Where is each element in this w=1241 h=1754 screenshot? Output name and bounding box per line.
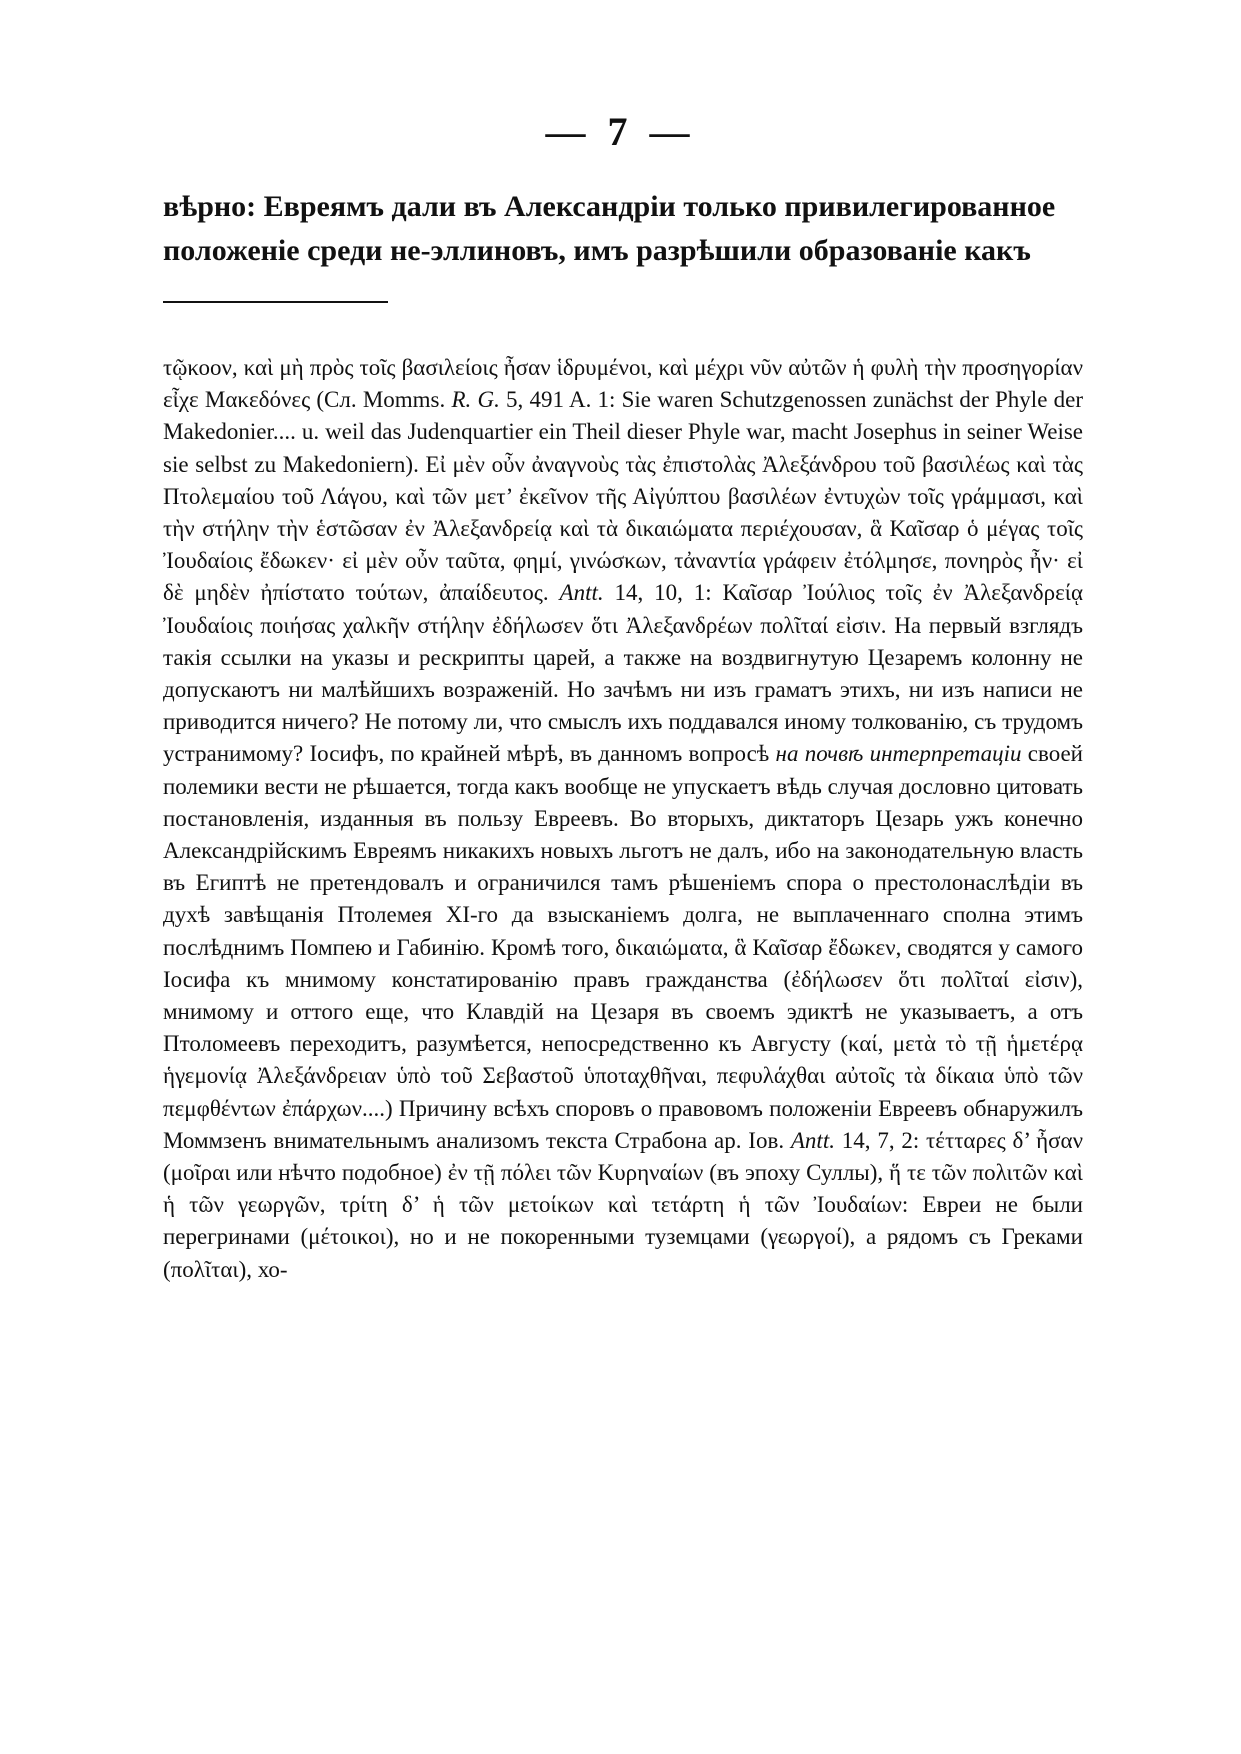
footnote-text: 14, 10, 1: Καῖσαρ Ἰούλιος τοῖς ἐν Ἀλεξανδρείᾳ Ἰουδαίοις ποιήσας χαλκῆν στήλην ἐδήλωσεν ὅτι Ἀλεξανδρέων πολῖταί εἰσιν. На первый взглядъ такія ссылки на указы и рескрипты царей, а также на воздвигнутую Цезаремъ колонну не допускаютъ ни малѣйшихъ возраженій. Но зачѣмъ ни изъ граматъ этихъ, ни изъ написи не приводится ничего? Не потому ли, что смыслъ ихъ поддавался иному толкованію, съ трудомъ устранимому? Іосифъ, по крайней мѣрѣ, въ данномъ вопросѣ: [163, 580, 1083, 767]
footnote-citation: Antt.: [790, 1127, 835, 1153]
footnote-text: τῷκοον, καὶ μὴ πρὸς τοῖς βασιλείοις ἦσαν ἱδρυμένοι, καὶ μέχρι νῦν αὐτῶν ἡ φυλὴ τὴν προσηγορίαν εἶχε Μακεδόνες (Сл. Momms.: [163, 355, 1083, 413]
main-text-line: вѣрно: Евреямъ дали въ Александріи только привилегированное: [163, 190, 1056, 223]
footnote-text: 5, 491 A. 1: Sie waren Schutzgenossen zunächst der Phyle der Makedonier.... u. weil das Judenquartier ein Theil dieser Phyle war, macht Josephus in seiner Weise sie selbst zu Makedoniern). Εἰ μὲν οὖν ἀναγνοὺς τὰς ἐπιστολὰς Ἀλεξάνδρου τοῦ βασιλέως καὶ τὰς Πτολεμαίου τοῦ Λάγου, καὶ τῶν μετ’ ἐκεῖνον τῆς Αἰγύπτου βασιλέων ἐντυχὼν τοῖς γράμμασι, καὶ τὴν στήλην τὴν ἑστῶσαν ἐν Ἀλεξανδρείᾳ καὶ τὰ δικαιώματα περιέχουσαν, ἃ Καῖσαρ ὁ μέγας τοῖς Ἰουδαίοις ἔδωκεν· εἰ μὲν οὖν ταῦτα, φημί, γινώσκων, τἀναντία γράφειν ἐτόλμησε, πονηρὸς ἦν· εἰ δὲ μηδὲν ἠπίστατο τούτων, ἀπαίδευτος.: [163, 387, 1083, 606]
footnote-text: 14, 7, 2: τέτταρες δ’ ἦσαν (μοῖραι или нѣчто подобное) ἐν τῇ πόλει τῶν Κυρηναίων (въ эпоху Суллы), ἥ τε τῶν πολιτῶν καὶ ἡ τῶν γεωργῶν, τρίτη δ’ ἡ τῶν μετοίκων καὶ τετάρτη ἡ τῶν Ἰουδαίων: Евреи не были перегринами (μέτοικοι), но и не покоренными туземцами (γεωργοί), а рядомъ съ Греками (πολῖται), хо-: [163, 1127, 1083, 1282]
main-text-line: положеніе среди не-эллиновъ, имъ разрѣшили образованіе какъ: [163, 234, 1031, 267]
footnote-separator: [163, 301, 388, 303]
footnote: [163, 352, 1083, 1286]
footnote-text: своей полемики вести не рѣшается, тогда какъ вообще не упускаетъ вѣдь случая дословно цитовать постановленія, изданныя въ пользу Евреевъ. Во вторыхъ, диктаторъ Цезарь ужъ конечно Александрійскимъ Евреямъ никакихъ новыхъ льготъ не далъ, ибо на законодательную власть въ Египтѣ не претендовалъ и ограничился тамъ рѣшеніемъ спора о престолонаслѣдіи въ духѣ завѣщанія Птолемея XI-го да взысканіемъ долга, не выплаченнаго сполна этимъ послѣднимъ Помпею и Габинію. Кромѣ того, δικαιώματα, ἃ Καῖσαρ ἔδωκεν, сводятся у самого Іосифа къ мнимому констатированію правъ гражданства (ἐδήλωσεν ὅτι πολῖταί εἰσιν), мнимому и оттого еще, что Клавдій на Цезаря въ своемъ эдиктѣ не указываетъ, а отъ Птоломеевъ переходитъ, разумѣется, непосредственно къ Августу (καί, μετὰ τὸ τῇ ἡμετέρᾳ ἡγεμονίᾳ Ἀλεξάνδρειαν ὑπὸ τοῦ Σεβαστοῦ ὑποταχθῆναι, πεφυλάχθαι αὐτοῖς τὰ δίκαια ὑπὸ τῶν πεμφθέντων ἐπάρχων....) Причину всѣхъ споровъ о правовомъ положеніи Евреевъ обнаружилъ Моммзенъ внимательнымъ анализомъ текста Страбона ap. Іов.: [163, 741, 1083, 1153]
page-number: — 7 —: [545, 109, 696, 154]
footnote-citation: Antt.: [559, 580, 604, 606]
footnote-paragraph: [163, 352, 1083, 1286]
main-text: [163, 185, 1083, 273]
footnote-emphasis: на почвѣ интерпретаціи: [775, 741, 1022, 767]
footnote-citation: R. G.: [451, 387, 500, 413]
